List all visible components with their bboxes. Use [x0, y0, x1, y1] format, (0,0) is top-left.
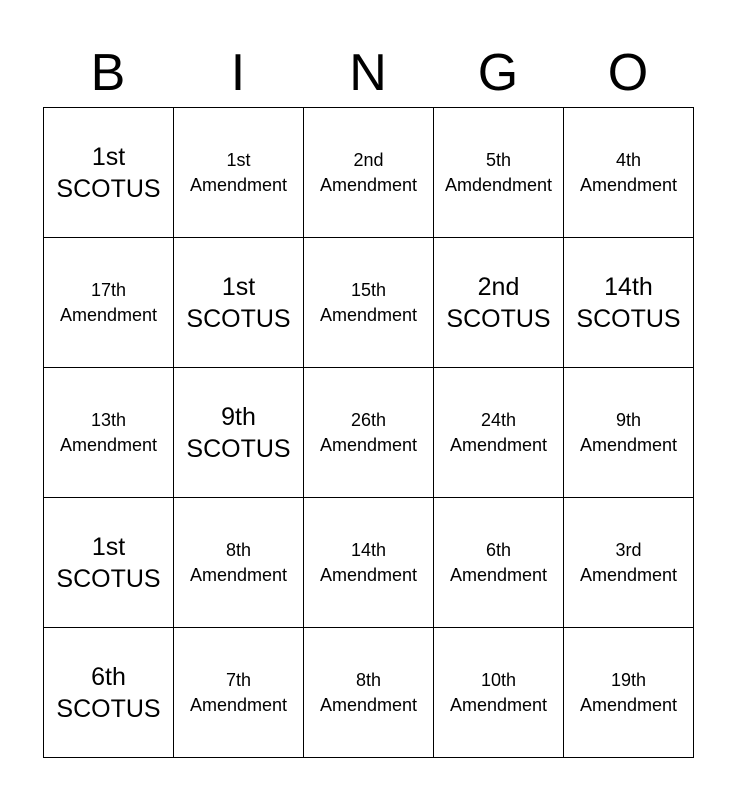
cell-line-2: Amendment	[319, 304, 418, 325]
cell-line-1: 8th	[225, 539, 252, 560]
cell-line-2: Amendment	[189, 694, 288, 715]
cell-line-1: 1st	[226, 149, 251, 170]
cell-line-1: 1st	[221, 272, 256, 301]
bingo-cell[interactable]	[564, 108, 694, 238]
cell-line-2: SCOTUS	[186, 304, 291, 333]
cell-line-2: Amendment	[319, 694, 418, 715]
cell-line-1: 3rd	[615, 539, 642, 560]
cell-line-2: SCOTUS	[446, 304, 551, 333]
bingo-header	[43, 40, 693, 106]
cell-line-2: Amendment	[579, 434, 678, 455]
cell-line-2: Amendment	[319, 174, 418, 195]
bingo-cell[interactable]	[564, 628, 694, 758]
bingo-cell[interactable]	[564, 498, 694, 628]
cell-line-1: 8th	[355, 669, 382, 690]
board-row	[44, 238, 694, 368]
cell-line-1: 9th	[221, 402, 256, 431]
bingo-cell[interactable]	[434, 498, 564, 628]
bingo-board	[43, 107, 694, 758]
bingo-cell[interactable]	[174, 238, 304, 368]
bingo-cell[interactable]	[304, 498, 434, 628]
cell-line-2: Amendment	[449, 434, 548, 455]
bingo-cell[interactable]	[174, 498, 304, 628]
cell-line-1: 17th	[90, 279, 127, 300]
cell-line-1: 6th	[91, 662, 126, 691]
bingo-cell[interactable]	[44, 498, 174, 628]
cell-line-2: SCOTUS	[186, 434, 291, 463]
header-letter-b: B	[90, 44, 126, 102]
cell-line-2: SCOTUS	[56, 564, 161, 593]
cell-line-2: Amendment	[59, 304, 158, 325]
cell-line-1: 26th	[350, 409, 387, 430]
cell-line-2: Amendment	[59, 434, 158, 455]
cell-line-2: SCOTUS	[56, 694, 161, 723]
cell-line-1: 15th	[350, 279, 387, 300]
bingo-cell[interactable]	[434, 108, 564, 238]
bingo-cell[interactable]	[44, 628, 174, 758]
cell-line-2: Amendment	[319, 564, 418, 585]
bingo-cell[interactable]	[434, 628, 564, 758]
cell-line-2: Amendment	[449, 694, 548, 715]
bingo-cell[interactable]	[44, 238, 174, 368]
bingo-cell[interactable]	[304, 368, 434, 498]
cell-line-1: 13th	[90, 409, 127, 430]
bingo-cell[interactable]	[564, 368, 694, 498]
cell-line-1: 4th	[615, 149, 642, 170]
bingo-cell[interactable]	[304, 238, 434, 368]
cell-line-2: Amendment	[579, 694, 678, 715]
board-row	[44, 108, 694, 238]
header-letter-i: I	[230, 44, 246, 102]
board-row	[44, 498, 694, 628]
bingo-cell[interactable]	[434, 238, 564, 368]
bingo-cell[interactable]	[434, 368, 564, 498]
bingo-cell[interactable]	[174, 368, 304, 498]
bingo-cell[interactable]	[564, 238, 694, 368]
bingo-cell[interactable]	[304, 628, 434, 758]
cell-line-1: 19th	[610, 669, 647, 690]
cell-line-2: Amendment	[319, 434, 418, 455]
bingo-cell[interactable]	[174, 628, 304, 758]
cell-line-1: 10th	[480, 669, 517, 690]
cell-line-2: Amendment	[189, 174, 288, 195]
cell-line-2: SCOTUS	[576, 304, 681, 333]
header-letter-n: N	[349, 44, 387, 102]
bingo-cell[interactable]	[174, 108, 304, 238]
cell-line-1: 2nd	[477, 272, 520, 301]
cell-line-2: Amendment	[189, 564, 288, 585]
cell-line-1: 9th	[615, 409, 642, 430]
cell-line-2: SCOTUS	[56, 174, 161, 203]
cell-line-1: 1st	[91, 142, 126, 171]
header-letter-g: G	[477, 44, 519, 102]
cell-line-2: Amendment	[449, 564, 548, 585]
bingo-cell[interactable]	[44, 368, 174, 498]
cell-line-1: 14th	[350, 539, 387, 560]
cell-line-1: 1st	[91, 532, 126, 561]
cell-line-1: 24th	[480, 409, 517, 430]
cell-line-1: 5th	[485, 149, 512, 170]
board-row	[44, 628, 694, 758]
cell-line-1: 6th	[485, 539, 512, 560]
board-row	[44, 368, 694, 498]
cell-line-1: 14th	[604, 272, 653, 301]
cell-line-1: 7th	[225, 669, 252, 690]
cell-line-2: Amendment	[579, 564, 678, 585]
cell-line-1: 2nd	[353, 149, 384, 170]
cell-line-2: Amendment	[579, 174, 678, 195]
header-letter-o: O	[607, 44, 649, 102]
cell-line-2: Amdendment	[444, 174, 553, 195]
bingo-cell[interactable]	[304, 108, 434, 238]
bingo-cell[interactable]	[44, 108, 174, 238]
